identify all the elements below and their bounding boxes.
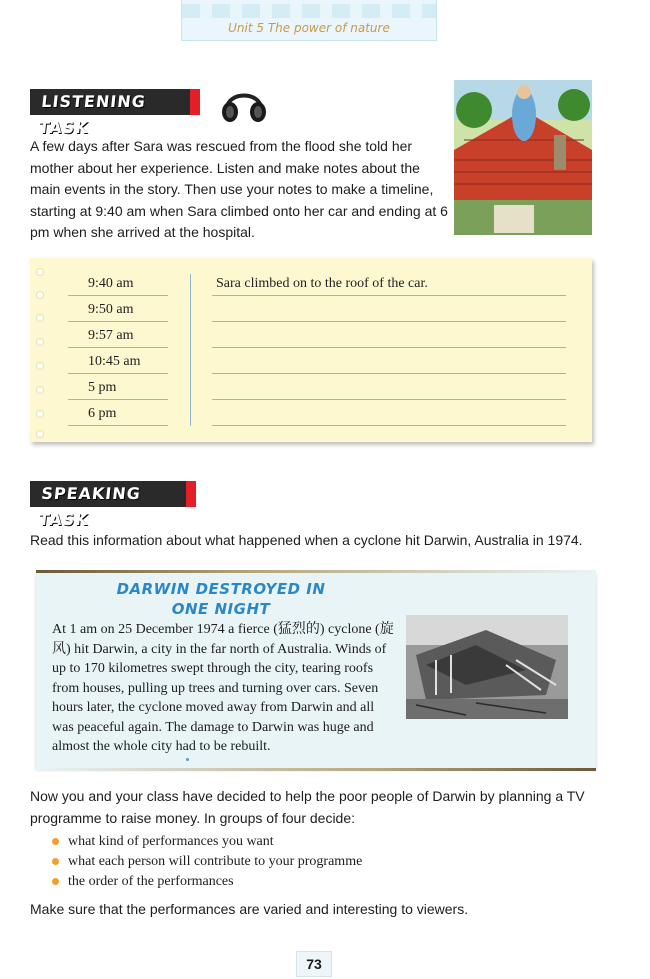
bullet-text: the order of the performances	[68, 874, 234, 889]
task-bullet-list	[52, 832, 612, 892]
bullet-icon	[52, 858, 59, 865]
header-decoration	[182, 4, 436, 18]
speaking-banner-label: SPEAKING TASK	[37, 484, 142, 529]
timeline-time: 10:45 am	[68, 352, 168, 374]
binder-hole	[36, 338, 44, 346]
timeline-note	[212, 378, 566, 400]
darwin-article-card	[36, 573, 596, 768]
bullet-text: what each person will contribute to your programme	[68, 854, 363, 869]
binder-hole	[36, 386, 44, 394]
article-title-line2: ONE NIGHT	[171, 600, 271, 618]
listening-instructions: A few days after Sara was rescued from the flood she told her mother about her experience. Listen and make notes about the main events in the story. Then use your notes to make a timeline, starting at 9:40 am when Sara climbed onto her car and ending at 6 pm when she arrived at the hospital.	[30, 138, 448, 240]
unit-header	[181, 0, 437, 41]
timeline-divider	[190, 274, 191, 426]
binder-hole	[36, 410, 44, 418]
binder-hole	[36, 268, 44, 276]
binder-hole	[36, 362, 44, 370]
timeline-note	[212, 404, 566, 426]
timeline-time: 9:57 am	[68, 326, 168, 348]
timeline-time: 9:40 am	[68, 274, 168, 296]
timeline-notes-card	[30, 258, 592, 442]
timeline-note: Sara climbed on to the roof of the car.	[212, 274, 566, 296]
article-title-line1: DARWIN DESTROYED IN	[116, 580, 326, 598]
timeline-note	[212, 326, 566, 348]
decorative-dot	[186, 758, 189, 761]
bullet-text: what kind of performances you want	[68, 834, 274, 849]
bullet-icon	[52, 838, 59, 845]
card-edge	[36, 570, 596, 573]
headphones-icon	[219, 85, 269, 125]
timeline-time: 6 pm	[68, 404, 168, 426]
speaking-intro: Read this information about what happened when a cyclone hit Darwin, Australia in 1974.	[30, 532, 583, 548]
timeline-time: 9:50 am	[68, 300, 168, 322]
binder-hole	[36, 291, 44, 299]
list-item	[52, 832, 612, 852]
article-body: At 1 am on 25 December 1974 a fierce (猛烈的) cyclone (旋风) hit Darwin, a city in the far north of Australia. Winds of up to 170 kilometres swept through the city, tearing roofs from houses, pulling up trees and turning over cars. Seven hours later, the cyclone moved away from Darwin and all was peaceful again. The damage to Darwin was huge and almost the whole city had to be rebuilt.	[52, 622, 394, 754]
binder-hole	[36, 314, 44, 322]
list-item	[52, 852, 612, 872]
page-number: 73	[296, 951, 332, 977]
timeline-note	[212, 352, 566, 374]
article-title	[36, 579, 406, 619]
speaking-task-banner	[30, 481, 196, 529]
timeline-note	[212, 300, 566, 322]
listening-task-banner	[30, 89, 200, 137]
unit-title: Unit 5 The power of nature	[228, 21, 390, 35]
card-edge	[36, 768, 596, 771]
speaking-task-instructions: Now you and your class have decided to help the poor people of Darwin by planning a TV programme to raise money. In groups of four decide:	[30, 788, 585, 826]
timeline-time: 5 pm	[68, 378, 168, 400]
binder-hole	[36, 430, 44, 438]
bullet-icon	[52, 878, 59, 885]
cyclone-damage-photo	[406, 615, 568, 719]
closing-instruction: Make sure that the performances are varied and interesting to viewers.	[30, 901, 469, 917]
list-item	[52, 872, 612, 892]
listening-banner-label: LISTENING TASK	[37, 92, 147, 137]
flood-rooftop-illustration	[454, 80, 592, 235]
